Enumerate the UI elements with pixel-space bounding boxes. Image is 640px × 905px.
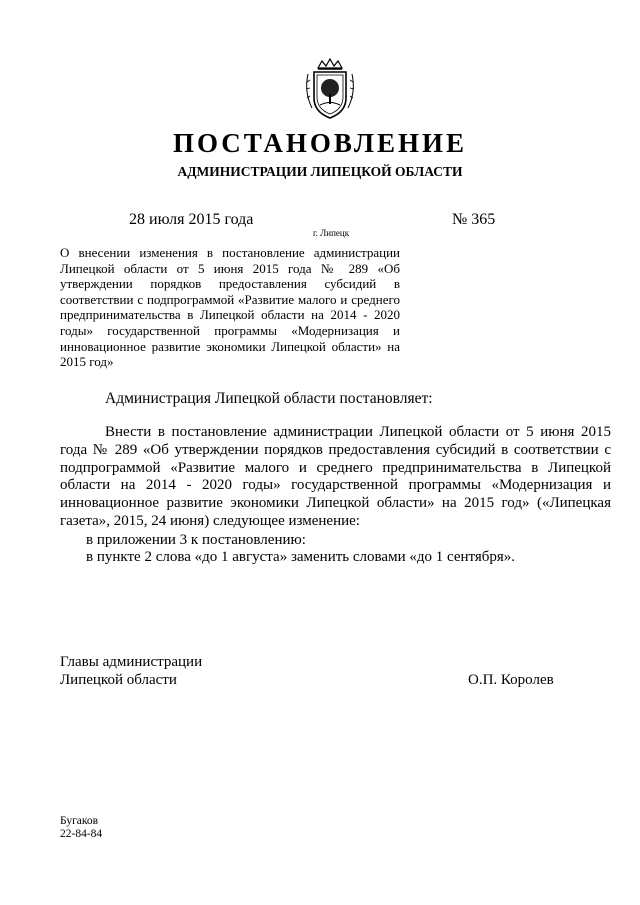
- coat-of-arms-icon: [300, 58, 360, 122]
- decree-statement: Администрация Липецкой области постановляет:: [105, 390, 433, 407]
- issuing-authority: АДМИНИСТРАЦИИ ЛИПЕЦКОЙ ОБЛАСТИ: [177, 164, 463, 179]
- document-number: № 365: [452, 211, 496, 228]
- signatory-position-line1: Главы администрации: [60, 654, 203, 670]
- executor-name: Бугаков: [60, 815, 99, 827]
- body-item-1: в приложении 3 к постановлению:: [86, 532, 306, 548]
- executor-phone: 22-84-84: [60, 828, 103, 840]
- document-title: ПОСТАНОВЛЕНИЕ: [172, 128, 468, 158]
- document-subject: О внесении изменения в постановление администрации Липецкой области от 5 июня 2015 года № 289 «Об утверждении порядков предоставления субсидий в соответствии с подпрограммой «Развитие малого и среднего предпринимательства в Липецкой области на 2014 - 2020 годы» государственной программы «Модернизация и инновационное развитие экономики Липецкой области» на 2015 год»: [60, 245, 400, 370]
- body-paragraph: Внести в постановление администрации Липецкой области от 5 июня 2015 года № 289 «Об утверждении порядков предоставления субсидий в соответствии с подпрограммой «Развитие малого и среднего предпринимательства в Липецкой области на 2014 - 2020 годы» государственной программы «Модернизация и инновационное развитие экономики Липецкой области» на 2015 год» («Липецкая газета», 2015, 24 июня) следующее изменение:: [60, 424, 611, 529]
- document-date: 28 июля 2015 года: [129, 211, 254, 228]
- signatory-position-line2: Липецкой области: [60, 672, 177, 688]
- document-place: г. Липецк: [313, 228, 350, 238]
- signatory-name: О.П. Королев: [468, 672, 554, 688]
- body-item-2: в пункте 2 слова «до 1 августа» заменить словами «до 1 сентября».: [86, 549, 516, 565]
